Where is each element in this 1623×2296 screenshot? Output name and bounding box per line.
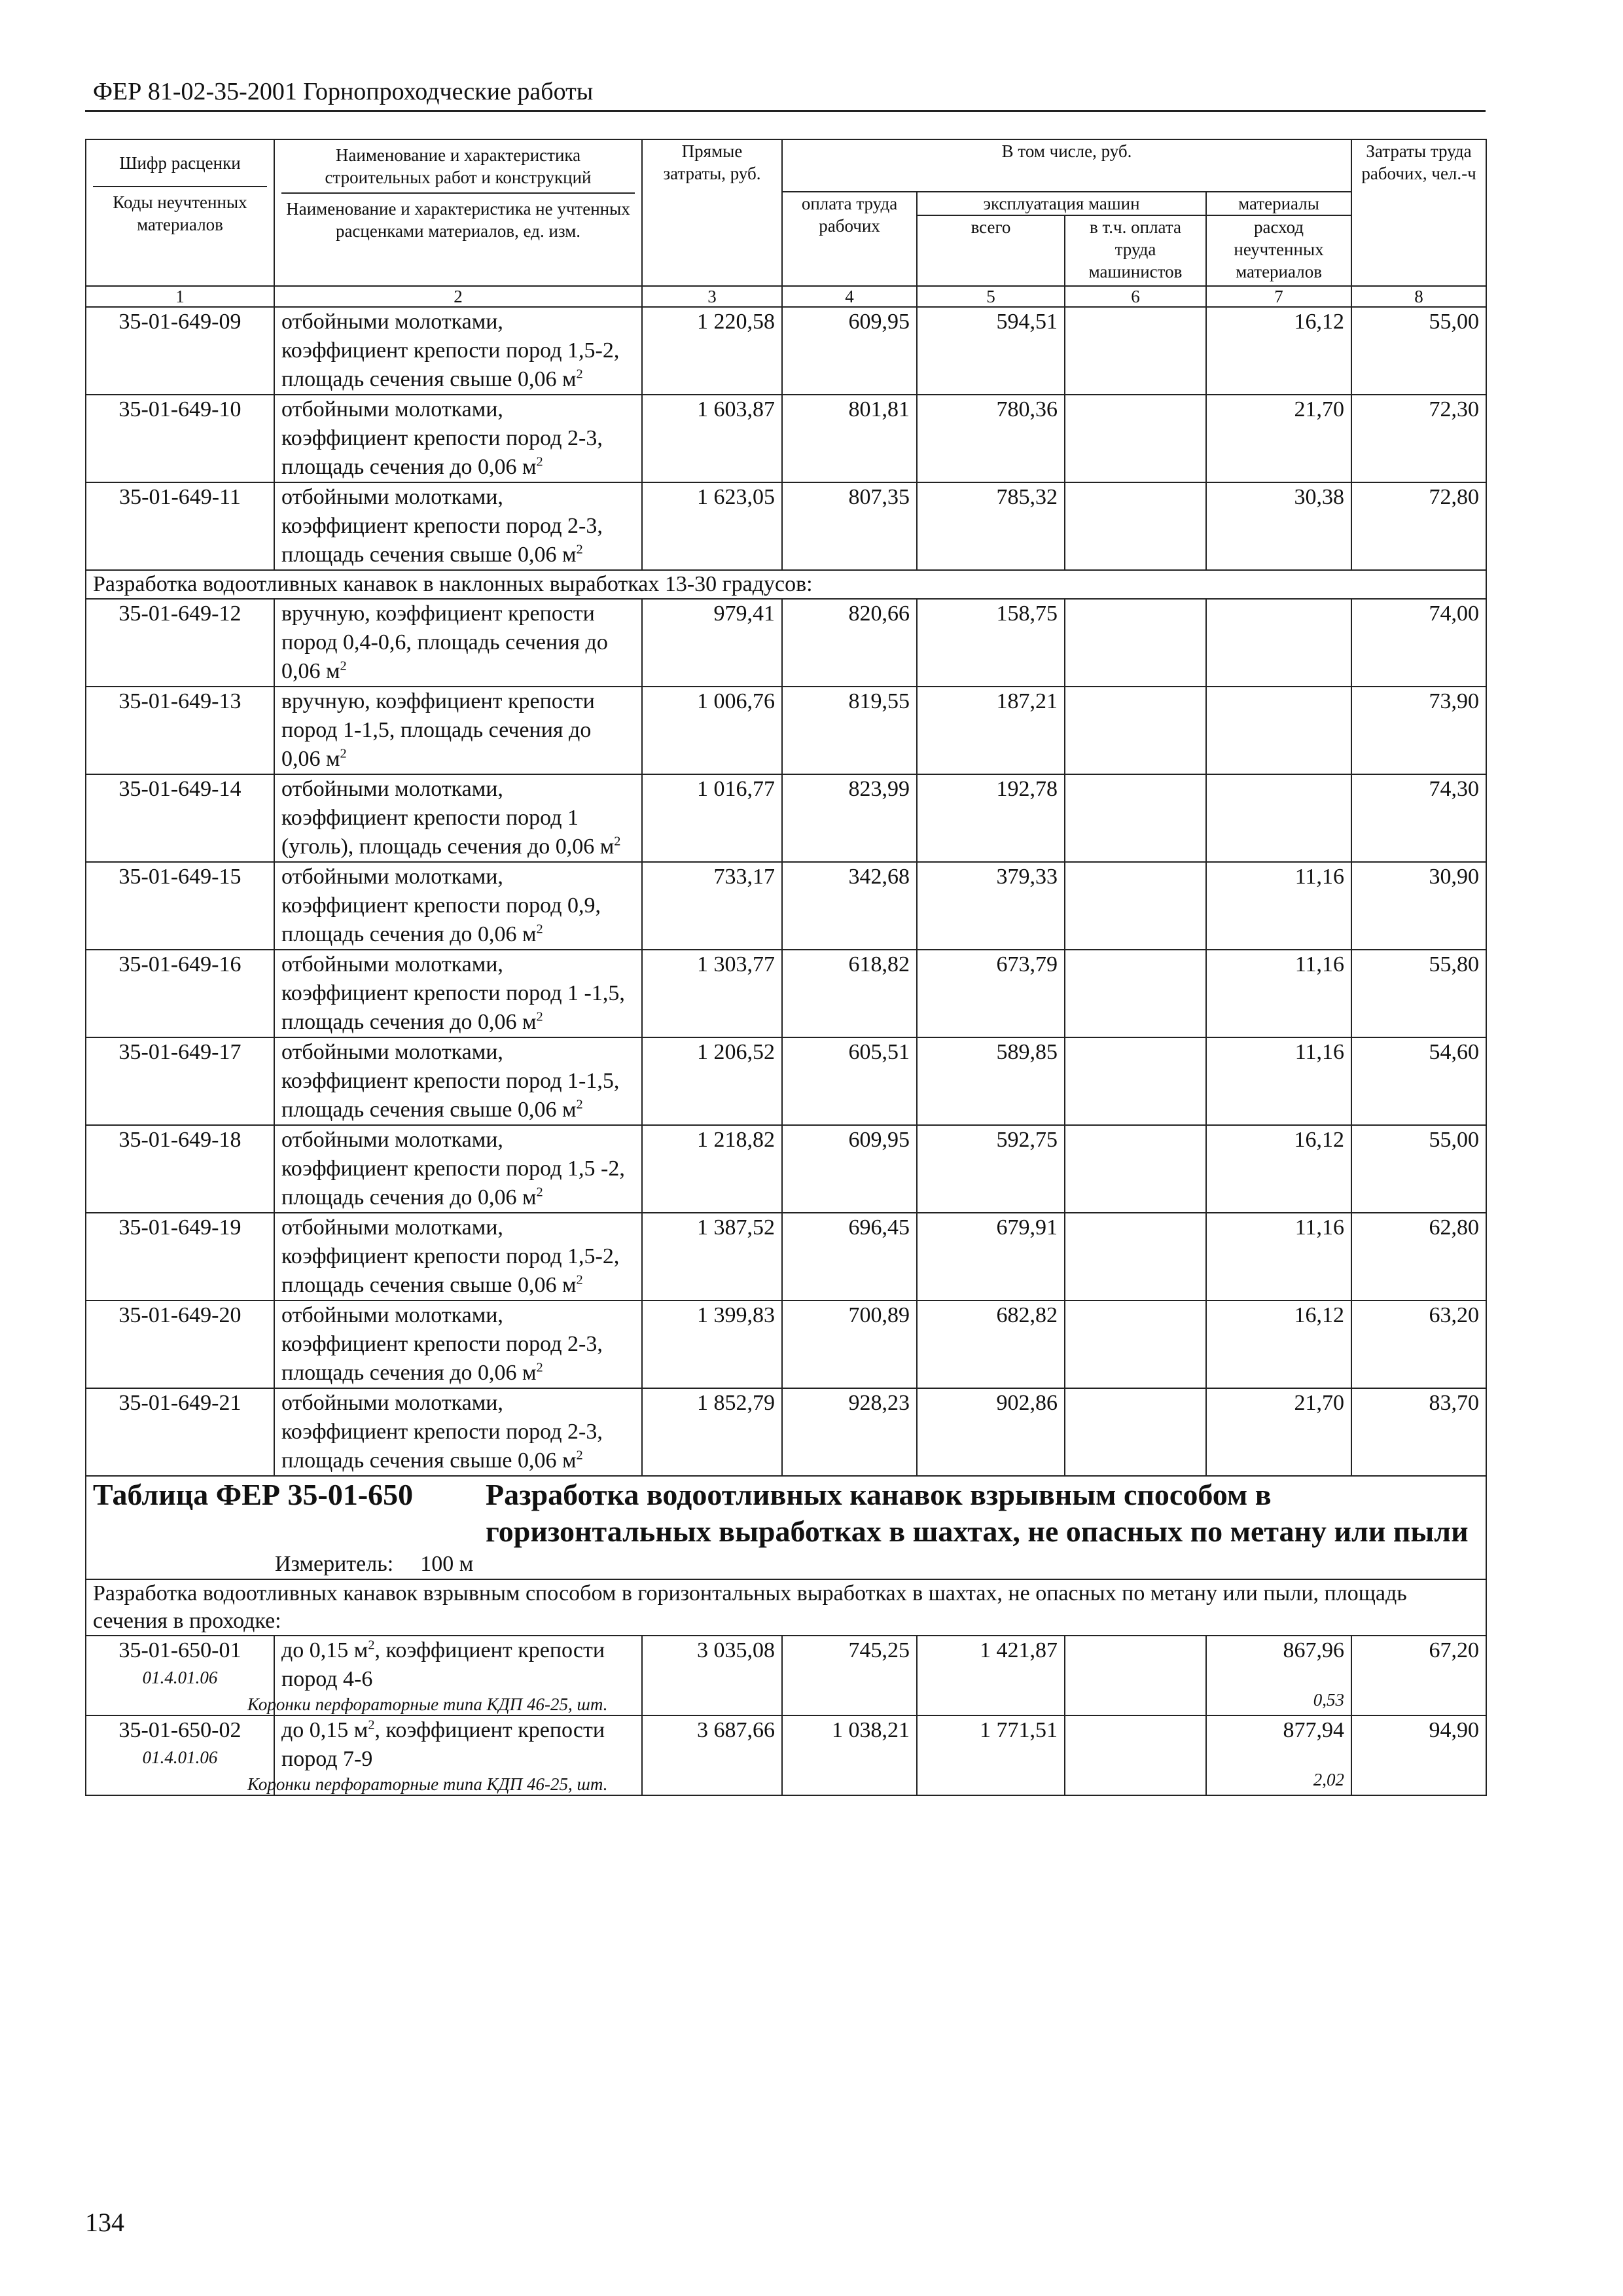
machine-cost: 379,33 <box>917 862 1065 950</box>
section-b-heading <box>86 570 1486 599</box>
material-quantity: 2,02 <box>1313 1770 1345 1789</box>
rate-code: 35-01-649-11 <box>86 482 274 570</box>
direct-cost: 1 220,58 <box>642 307 782 395</box>
materials-cost: 877,94 2,02 <box>1206 1715 1351 1795</box>
machine-cost: 682,82 <box>917 1300 1065 1388</box>
column-number: 5 <box>917 286 1065 307</box>
materials-cost: 21,70 <box>1206 395 1351 482</box>
table-row <box>86 862 1486 950</box>
direct-cost: 1 006,76 <box>642 687 782 774</box>
labor-cost: 609,95 <box>782 1125 917 1213</box>
work-description: вручную, коэффициент крепости пород 0,4-0,6, площадь сечения до 0,06 $м^2$ <box>274 599 642 687</box>
column-number: 2 <box>274 286 642 307</box>
labor-cost: 1 038,21 <box>782 1715 917 1795</box>
column-number: 1 <box>86 286 274 307</box>
rate-code: 35-01-650-02 01.4.01.06 <box>86 1715 274 1795</box>
labor-cost: 609,95 <box>782 307 917 395</box>
section-heading: Разработка водоотливных канавок взрывным способом в горизонтальных выработках в шахтах, не опасных по метану или пыли, площадь сечения в проходке: <box>86 1579 1486 1636</box>
meter-value: 100 м <box>420 1552 474 1576</box>
column-number: 3 <box>642 286 782 307</box>
labor-hours: 55,80 <box>1351 950 1486 1037</box>
machine-operator-cost <box>1065 599 1206 687</box>
col-hours-header: Затраты труда рабочих, чел.-ч <box>1351 139 1486 286</box>
labor-hours: 74,30 <box>1351 774 1486 862</box>
machine-cost: 1 771,51 <box>917 1715 1065 1795</box>
rate-code: 35-01-649-20 <box>86 1300 274 1388</box>
materials-cost: 21,70 <box>1206 1388 1351 1476</box>
labor-hours: 30,90 <box>1351 862 1486 950</box>
machines-header: эксплуатация машин <box>917 192 1206 215</box>
materials-cost: 11,16 <box>1206 1037 1351 1125</box>
work-description: отбойными молотками, коэффициент крепости пород 2-3, площадь сечения до 0,06 $м^2$ <box>274 395 642 482</box>
column-number: 4 <box>782 286 917 307</box>
table-row <box>86 482 1486 570</box>
rate-code: 35-01-649-09 <box>86 307 274 395</box>
materials-cost <box>1206 599 1351 687</box>
machine-operator-cost <box>1065 1125 1206 1213</box>
table-label: Таблица ФЕР 35-01-650 <box>93 1478 414 1511</box>
group-header: В том числе, руб. <box>782 139 1351 192</box>
table-row <box>86 1300 1486 1388</box>
rate-code: 35-01-650-01 01.4.01.06 <box>86 1636 274 1715</box>
machine-cost: 673,79 <box>917 950 1065 1037</box>
machine-cost: 780,36 <box>917 395 1065 482</box>
table-title: Разработка водоотливных канавок взрывным способом в горизонтальных выработках в шахтах, не опасных по метану или пыли <box>486 1478 1469 1548</box>
material-code: 01.4.01.06 <box>142 1748 218 1767</box>
col-code-header: Шифр расценки Коды неучтенных материалов <box>86 139 274 286</box>
material-name: Коронки перфораторные типа КДП 46-25, шт. <box>247 1774 608 1794</box>
col-mat-header: расход неучтенных материалов <box>1206 215 1351 286</box>
machine-cost: 785,32 <box>917 482 1065 570</box>
materials-header: материалы <box>1206 192 1351 215</box>
rate-code: 35-01-649-19 <box>86 1213 274 1300</box>
work-description: отбойными молотками, коэффициент крепости пород 2-3, площадь сечения свыше 0,06 $м^2$ <box>274 482 642 570</box>
machine-cost: 589,85 <box>917 1037 1065 1125</box>
labor-cost: 820,66 <box>782 599 917 687</box>
header-rule <box>85 110 1486 112</box>
machine-cost: 158,75 <box>917 599 1065 687</box>
table-row <box>86 1125 1486 1213</box>
machine-operator-cost <box>1065 1636 1206 1715</box>
machine-cost: 187,21 <box>917 687 1065 774</box>
rate-code: 35-01-649-15 <box>86 862 274 950</box>
machine-operator-cost <box>1065 1037 1206 1125</box>
labor-cost: 342,68 <box>782 862 917 950</box>
machine-cost: 902,86 <box>917 1388 1065 1476</box>
direct-cost: 1 303,77 <box>642 950 782 1037</box>
materials-cost: 867,96 0,53 <box>1206 1636 1351 1715</box>
machine-cost: 592,75 <box>917 1125 1065 1213</box>
work-description: вручную, коэффициент крепости пород 1-1,5, площадь сечения до 0,06 $м^2$ <box>274 687 642 774</box>
machine-cost: 594,51 <box>917 307 1065 395</box>
labor-cost: 819,55 <box>782 687 917 774</box>
meter-line <box>93 1550 1479 1579</box>
material-quantity: 0,53 <box>1313 1690 1345 1710</box>
rate-code: 35-01-649-12 <box>86 599 274 687</box>
machine-operator-cost <box>1065 950 1206 1037</box>
materials-cost: 11,16 <box>1206 862 1351 950</box>
direct-cost: 1 387,52 <box>642 1213 782 1300</box>
labor-cost: 618,82 <box>782 950 917 1037</box>
labor-cost: 928,23 <box>782 1388 917 1476</box>
rate-code: 35-01-649-18 <box>86 1125 274 1213</box>
labor-hours: 54,60 <box>1351 1037 1486 1125</box>
table-header <box>86 139 1486 307</box>
work-description: отбойными молотками, коэффициент крепости пород 1,5-2, площадь сечения свыше 0,06 $м^2$ <box>274 1213 642 1300</box>
work-description: отбойными молотками, коэффициент крепости пород 1,5 -2, площадь сечения до 0,06 $м^2$ <box>274 1125 642 1213</box>
rate-code: 35-01-649-17 <box>86 1037 274 1125</box>
table-row <box>86 1213 1486 1300</box>
machine-operator-cost <box>1065 862 1206 950</box>
table-row <box>86 395 1486 482</box>
direct-cost: 1 206,52 <box>642 1037 782 1125</box>
direct-cost: 3 035,08 <box>642 1636 782 1715</box>
materials-cost <box>1206 774 1351 862</box>
materials-cost: 30,38 <box>1206 482 1351 570</box>
rate-code: 35-01-649-10 <box>86 395 274 482</box>
labor-hours: 55,00 <box>1351 1125 1486 1213</box>
direct-cost: 979,41 <box>642 599 782 687</box>
direct-cost: 1 218,82 <box>642 1125 782 1213</box>
col-mach-header: всего <box>917 215 1065 286</box>
labor-cost: 700,89 <box>782 1300 917 1388</box>
materials-cost <box>1206 687 1351 774</box>
work-description: отбойными молотками, коэффициент крепости пород 1 -1,5, площадь сечения до 0,06 $м^2$ <box>274 950 642 1037</box>
direct-cost: 1 399,83 <box>642 1300 782 1388</box>
table-row <box>86 1037 1486 1125</box>
running-header: ФЕР 81-02-35-2001 Горнопроходческие работы <box>93 78 594 105</box>
work-description: до 0,15 $м^2$, коэффициент крепости пород 7-9 Коронки перфораторные типа КДП 46-25, шт. <box>274 1715 642 1795</box>
labor-hours: 67,20 <box>1351 1636 1486 1715</box>
machine-operator-cost <box>1065 1213 1206 1300</box>
rate-code: 35-01-649-14 <box>86 774 274 862</box>
table-row <box>86 307 1486 395</box>
table-650-heading <box>86 1476 1486 1636</box>
column-number: 6 <box>1065 286 1206 307</box>
work-description: отбойными молотками, коэффициент крепости пород 1,5-2, площадь сечения свыше 0,06 $м^2$ <box>274 307 642 395</box>
labor-cost: 696,45 <box>782 1213 917 1300</box>
table-row <box>86 774 1486 862</box>
labor-hours: 62,80 <box>1351 1213 1486 1300</box>
labor-cost: 745,25 <box>782 1636 917 1715</box>
labor-hours: 73,90 <box>1351 687 1486 774</box>
rate-code: 35-01-649-16 <box>86 950 274 1037</box>
work-description: отбойными молотками, коэффициент крепости пород 0,9, площадь сечения до 0,06 $м^2$ <box>274 862 642 950</box>
column-numbers-row <box>86 286 1486 307</box>
table-row <box>86 1636 1486 1715</box>
machine-operator-cost <box>1065 1388 1206 1476</box>
table-row <box>86 1388 1486 1476</box>
rows-group-b <box>86 599 1486 1476</box>
machine-operator-cost <box>1065 1715 1206 1795</box>
direct-cost: 1 852,79 <box>642 1388 782 1476</box>
labor-hours: 72,80 <box>1351 482 1486 570</box>
table-row <box>86 599 1486 687</box>
material-code: 01.4.01.06 <box>142 1668 218 1687</box>
labor-hours: 72,30 <box>1351 395 1486 482</box>
table-row <box>86 950 1486 1037</box>
materials-cost: 11,16 <box>1206 1213 1351 1300</box>
labor-hours: 83,70 <box>1351 1388 1486 1476</box>
material-name: Коронки перфораторные типа КДП 46-25, шт. <box>247 1695 608 1714</box>
machine-operator-cost <box>1065 1300 1206 1388</box>
machine-operator-cost <box>1065 774 1206 862</box>
price-table <box>85 139 1487 1796</box>
work-description: до 0,15 $м^2$, коэффициент крепости пород 4-6 Коронки перфораторные типа КДП 46-25, шт. <box>274 1636 642 1715</box>
machine-operator-cost <box>1065 482 1206 570</box>
labor-hours: 74,00 <box>1351 599 1486 687</box>
materials-cost: 16,12 <box>1206 1300 1351 1388</box>
table-row <box>86 687 1486 774</box>
rate-code: 35-01-649-13 <box>86 687 274 774</box>
machine-operator-cost <box>1065 395 1206 482</box>
machine-operator-cost <box>1065 307 1206 395</box>
machine-cost: 679,91 <box>917 1213 1065 1300</box>
labor-cost: 823,99 <box>782 774 917 862</box>
work-description: отбойными молотками, коэффициент крепости пород 2-3, площадь сечения свыше 0,06 $м^2$ <box>274 1388 642 1476</box>
machine-cost: 192,78 <box>917 774 1065 862</box>
machine-operator-cost <box>1065 687 1206 774</box>
section-heading: Разработка водоотливных канавок в наклонных выработках 13-30 градусов: <box>86 570 1486 599</box>
work-description: отбойными молотками, коэффициент крепости пород 1 (уголь), площадь сечения до 0,06 $м^2$ <box>274 774 642 862</box>
rows-group-c <box>86 1636 1486 1795</box>
col-mach-op-header: в т.ч. оплата труда машинистов <box>1065 215 1206 286</box>
direct-cost: 1 016,77 <box>642 774 782 862</box>
labor-hours: 63,20 <box>1351 1300 1486 1388</box>
page-number: 134 <box>85 2208 124 2237</box>
materials-cost: 16,12 <box>1206 1125 1351 1213</box>
direct-cost: 3 687,66 <box>642 1715 782 1795</box>
work-description: отбойными молотками, коэффициент крепости пород 2-3, площадь сечения до 0,06 $м^2$ <box>274 1300 642 1388</box>
direct-cost: 733,17 <box>642 862 782 950</box>
column-number: 7 <box>1206 286 1351 307</box>
materials-cost: 11,16 <box>1206 950 1351 1037</box>
labor-cost: 801,81 <box>782 395 917 482</box>
col-direct-header: Прямые затраты, руб. <box>642 139 782 286</box>
materials-cost: 16,12 <box>1206 307 1351 395</box>
meter-label: Измеритель: <box>275 1552 394 1576</box>
table-title-block <box>86 1476 1486 1579</box>
rate-code: 35-01-649-21 <box>86 1388 274 1476</box>
labor-hours: 55,00 <box>1351 307 1486 395</box>
labor-cost: 807,35 <box>782 482 917 570</box>
column-number: 8 <box>1351 286 1486 307</box>
direct-cost: 1 623,05 <box>642 482 782 570</box>
table-row <box>86 1715 1486 1795</box>
direct-cost: 1 603,87 <box>642 395 782 482</box>
labor-hours: 94,90 <box>1351 1715 1486 1795</box>
col-name-header: Наименование и характеристика строительных работ и конструкций Наименование и характеристика не учтенных расценками материалов, ед. изм. <box>274 139 642 286</box>
labor-cost: 605,51 <box>782 1037 917 1125</box>
work-description: отбойными молотками, коэффициент крепости пород 1-1,5, площадь сечения свыше 0,06 $м^2$ <box>274 1037 642 1125</box>
rows-group-a <box>86 307 1486 570</box>
machine-cost: 1 421,87 <box>917 1636 1065 1715</box>
col-labor-header: оплата труда рабочих <box>782 192 917 286</box>
